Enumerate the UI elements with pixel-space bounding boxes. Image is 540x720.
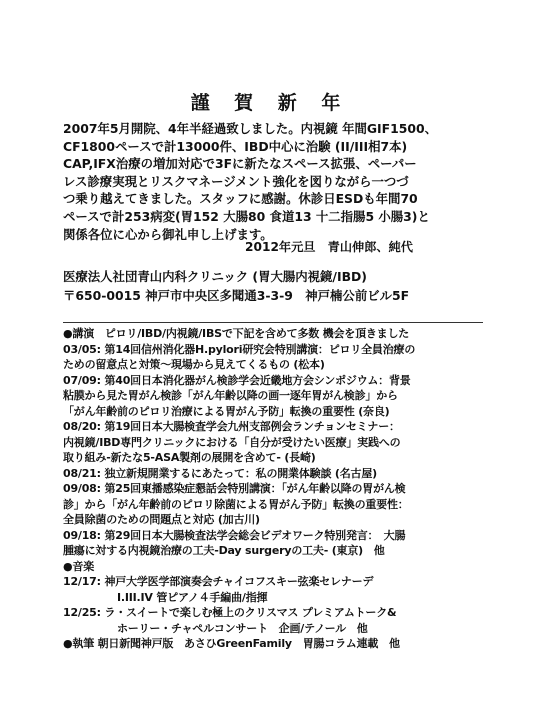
activity-line: 09/18: 第29回日本大腸検査法学会総会ビデオワーク特別発言： 大腸	[63, 528, 406, 542]
clinic-address: 〒650-0015 神戸市中央区多聞通3-3-9 神戸楠公前ビル5F	[63, 288, 410, 303]
activity-line: 12/25: ラ・スイートで楽しむ極上のクリスマス プレミアムトーク&	[63, 606, 397, 619]
clinic-info	[63, 267, 409, 305]
greeting-letter	[63, 120, 483, 243]
activity-line: 内視鏡/IBD専門クリニックにおける「自分が受けたい医療」実践への	[63, 435, 401, 449]
letter-line: CAP,IFX治療の増加対応で3Fに新たなスペース拡張、ペーパー	[63, 156, 417, 172]
activity-list	[63, 326, 483, 652]
clinic-name: 医療法人社団青山内科クリニック (胃大腸内視鏡/IBD)	[63, 269, 367, 284]
activity-line: ホーリー・チャペルコンサート 企画/テノール 他	[117, 621, 368, 635]
activity-line: ための留意点と対策～現場から見えてくるもの (松本)	[63, 358, 325, 371]
activity-line: I.III.IV 管ピアノ４手編曲/指揮	[117, 590, 268, 604]
activity-line: ●執筆 朝日新聞神戸版 あさひGreenFamily 胃腸コラム連載 他	[63, 637, 400, 650]
activity-line: 全員除菌のための問題点と対応 (加古川)	[63, 513, 260, 526]
activity-line: 12/17: 神戸大学医学部演奏会チャイコフスキー弦楽セレナーデ	[63, 575, 374, 588]
activity-line: 08/21: 独立新規開業するにあたって：私の開業体験談 (名古屋)	[63, 466, 377, 480]
letter-line: ペースで計253病変(胃152 大腸80 食道13 十二指腸5 小腸3)と	[63, 208, 430, 224]
activity-line: 「がん年齢前のピロリ治療による胃がん予防」転換の重要性 (奈良)	[63, 404, 390, 418]
letter-line: CF1800ペースで計13000件、IBD中心に治験 (II/III相7本)	[63, 138, 408, 154]
signature: 2012年元旦 青山伸郎、純代	[245, 240, 413, 254]
letter-line: 2007年5月開院、4年半経過致しました。内視鏡 年間GIF1500、	[63, 121, 437, 136]
letter-line: つ乗り越えてきました。スタッフに感謝。休診日ESDも年間70	[63, 191, 418, 207]
activity-line: 粘膜から見た胃がん検診「がん年齢以降の画一逐年胃がん検診」から	[63, 389, 398, 402]
letter-line: レス診療実現とリスクマネージメント強化を図りながら一つづ	[63, 173, 409, 189]
letter-line: 関係各位に心から御礼申し上げます。	[63, 226, 273, 242]
activity-line: ●音楽	[63, 559, 94, 573]
activity-line: ●講演 ピロリ/IBD/内視鏡/IBSで下記を含めて多数 機会を頂きました	[63, 327, 410, 340]
activity-line: 09/08: 第25回東播感染症懇話会特別講演：「がん年齢以降の胃がん検	[63, 482, 406, 495]
page-title: 謹 賀 新 年	[190, 92, 350, 114]
activity-line: 取り組み-新たな5-ASA製剤の展開を含めて- (長崎)	[63, 451, 316, 464]
activity-line: 03/05: 第14回信州消化器H.pylori研究会特別講演：ピロリ全員治療の	[63, 342, 416, 356]
activity-line: 診」から「がん年齢前のピロリ除菌による胃がん予防」転換の重要性：	[63, 497, 409, 511]
activity-line: 07/09: 第40回日本消化器がん検診学会近畿地方会シンポジウム：背景	[63, 373, 411, 387]
divider	[63, 322, 483, 323]
activity-line: 08/20: 第19回日本大腸検査学会九州支部例会ランチョンセミナー：	[63, 420, 400, 433]
activity-line: 腫瘍に対する内視鏡治療の工夫-Day surgeryの工夫- (東京) 他	[63, 544, 385, 557]
